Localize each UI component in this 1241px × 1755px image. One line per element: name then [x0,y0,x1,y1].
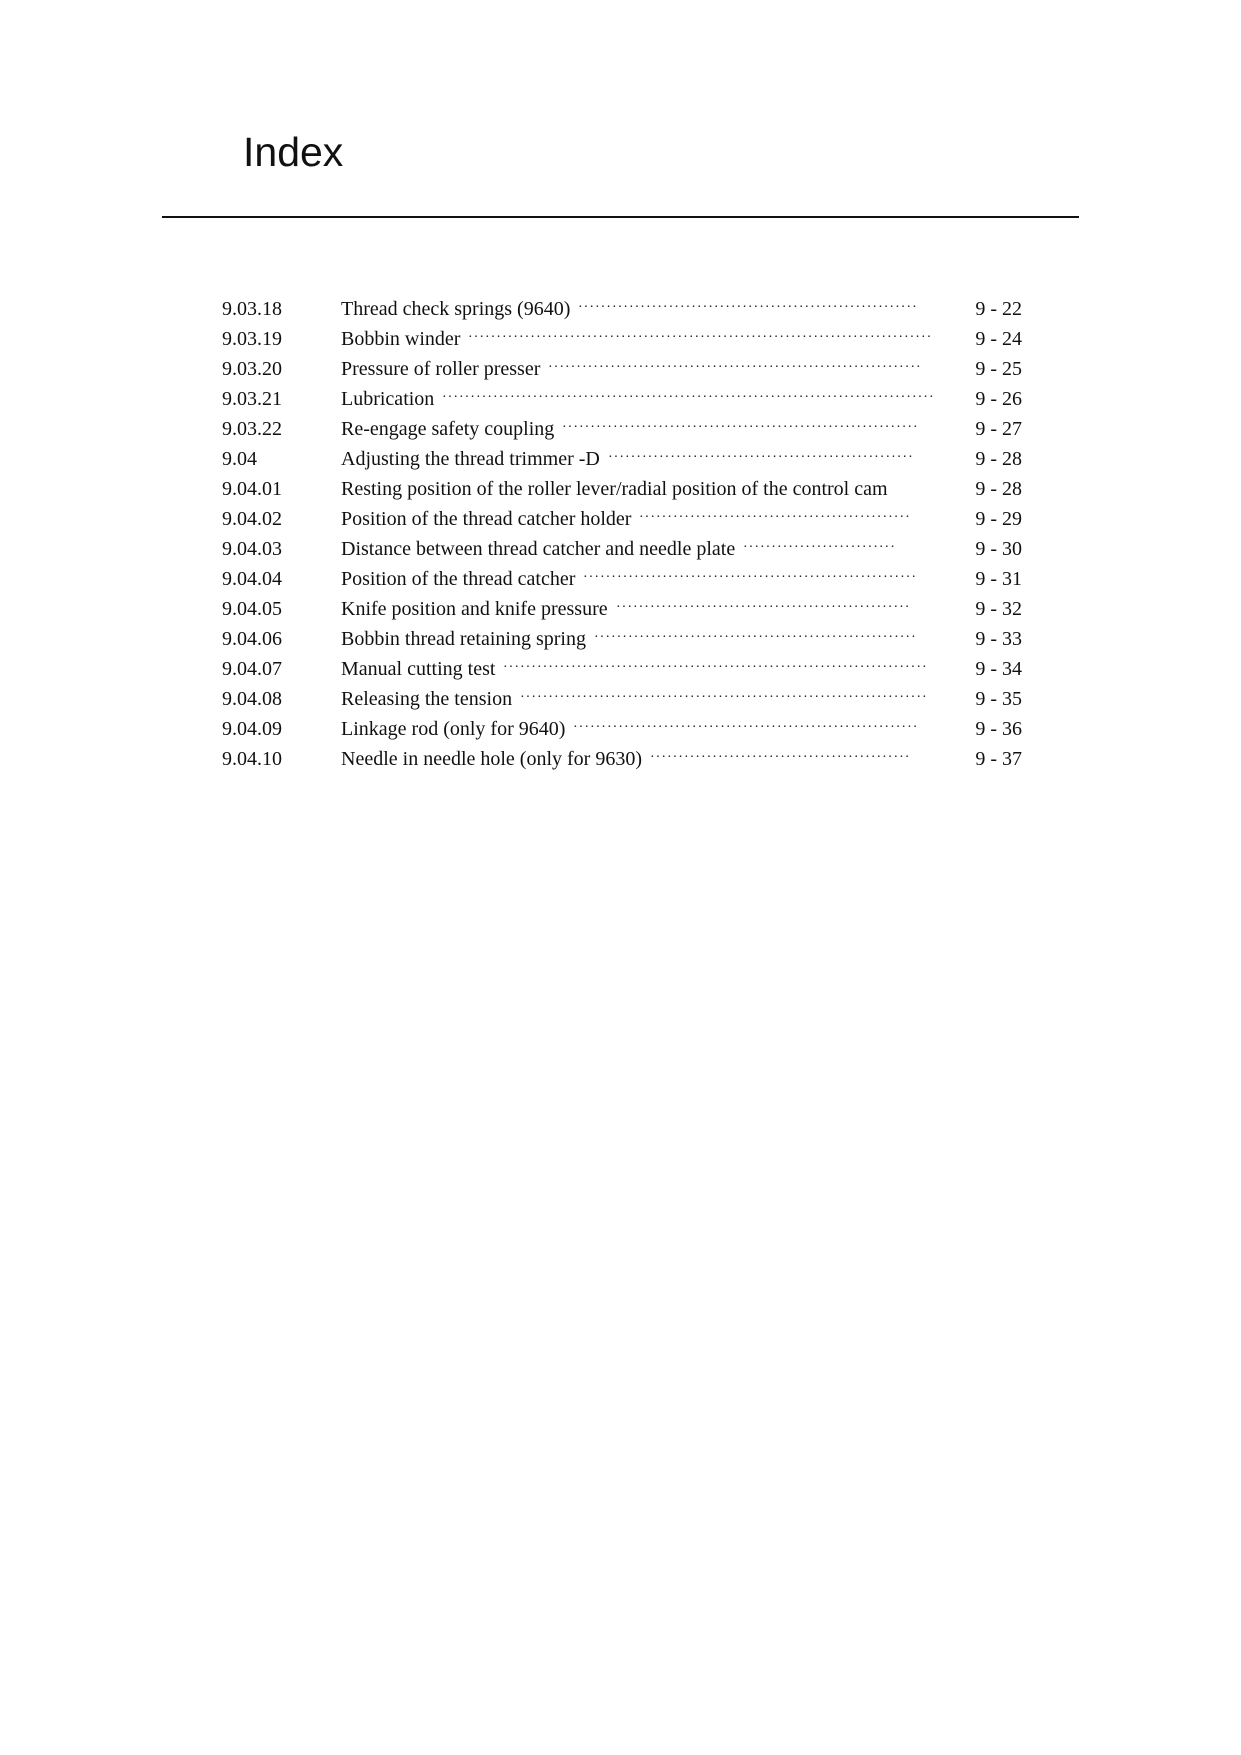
toc-entry[interactable] [222,504,1022,534]
toc-entry[interactable] [222,324,1022,354]
toc-entry-title: Re-engage safety coupling [341,418,555,440]
dot-leader: ······················································································· [442,390,935,405]
toc-entry-number: 9.04.06 [222,628,282,650]
toc-entry-number: 9.04.02 [222,508,282,530]
toc-entry-title: Knife position and knife pressure [341,598,608,620]
toc-entry-title: Distance between thread catcher and needle plate [341,538,736,560]
dot-leader: ······························································· [562,420,919,435]
toc-entry-page: 9 - 37 [975,748,1022,770]
toc-entry-title: Adjusting the thread trimmer -D [341,448,600,470]
toc-entry-title: Bobbin thread retaining spring [341,628,586,650]
toc-entry-page: 9 - 26 [975,388,1022,410]
dot-leader: ··························· [743,540,896,555]
toc-entry-page: 9 - 22 [975,298,1022,320]
dot-leader: ······················································ [608,450,914,465]
dot-leader: ··········································································· [503,660,928,675]
toc-entry-title: Lubrication [341,388,435,410]
toc-entry-number: 9.03.18 [222,298,282,320]
title-divider [162,216,1079,218]
toc-entry-title: Needle in needle hole (only for 9630) [341,748,643,770]
toc-entry-title: Pressure of roller presser [341,358,541,380]
dot-leader: ·············································· [650,750,911,765]
toc-entry-number: 9.04.03 [222,538,282,560]
toc-entry-number: 9.04.01 [222,478,282,500]
toc-entry[interactable] [222,534,1022,564]
toc-entry-page: 9 - 27 [975,418,1022,440]
toc-entry[interactable] [222,354,1022,384]
dot-leader: ····························································· [573,720,919,735]
toc-entry-page: 9 - 25 [975,358,1022,380]
dot-leader: ···························································· [578,300,918,315]
toc-entry-title: Manual cutting test [341,658,496,680]
toc-entry-number: 9.03.22 [222,418,282,440]
toc-entry-number: 9.03.20 [222,358,282,380]
toc-entry-number: 9.03.21 [222,388,282,410]
toc-entry-page: 9 - 31 [975,568,1022,590]
toc-entry[interactable] [222,384,1022,414]
toc-entry-page: 9 - 24 [975,328,1022,350]
toc-entry-page: 9 - 28 [975,448,1022,470]
toc-entry-title: Bobbin winder [341,328,461,350]
toc-entry[interactable] [222,294,1022,324]
toc-entry-page: 9 - 36 [975,718,1022,740]
toc-entry-page: 9 - 33 [975,628,1022,650]
dot-leader: ························································· [594,630,917,645]
toc-entry[interactable] [222,474,1022,504]
toc-entry[interactable] [222,744,1022,774]
dot-leader: ··························································· [583,570,918,585]
toc-entry[interactable] [222,654,1022,684]
toc-entry[interactable] [222,594,1022,624]
toc-entry[interactable] [222,444,1022,474]
toc-entry-number: 9.04.04 [222,568,282,590]
toc-entry-number: 9.04.08 [222,688,282,710]
toc-entry-title: Linkage rod (only for 9640) [341,718,566,740]
toc-entry-number: 9.04.07 [222,658,282,680]
toc-entry-page: 9 - 29 [975,508,1022,530]
toc-entry-title: Thread check springs (9640) [341,298,571,320]
toc-entry[interactable] [222,414,1022,444]
toc-entry-title: Position of the thread catcher [341,568,576,590]
dot-leader: ········································································ [520,690,928,705]
toc-entry-number: 9.04.09 [222,718,282,740]
dot-leader: ···················································· [616,600,911,615]
toc-entry-number: 9.04.10 [222,748,282,770]
toc-entry-page: 9 - 28 [975,478,1022,500]
toc-entry[interactable] [222,564,1022,594]
toc-entry-page: 9 - 32 [975,598,1022,620]
page-title: Index [243,129,344,175]
toc-entry[interactable] [222,714,1022,744]
toc-entry-page: 9 - 30 [975,538,1022,560]
dot-leader: ·················································································· [468,330,933,345]
toc-entry-number: 9.03.19 [222,328,282,350]
toc-entry[interactable] [222,684,1022,714]
toc-entry-title: Releasing the tension [341,688,513,710]
toc-entry[interactable] [222,624,1022,654]
toc-entry-page: 9 - 34 [975,658,1022,680]
toc-entry-page: 9 - 35 [975,688,1022,710]
toc-entry-title: Position of the thread catcher holder [341,508,632,530]
toc-entry-title: Resting position of the roller lever/radial position of the control cam [341,478,888,500]
toc-entry-number: 9.04.05 [222,598,282,620]
table-of-contents [222,294,1022,774]
toc-entry-number: 9.04 [222,448,257,470]
dot-leader: ················································ [639,510,911,525]
dot-leader: ·································································· [548,360,922,375]
